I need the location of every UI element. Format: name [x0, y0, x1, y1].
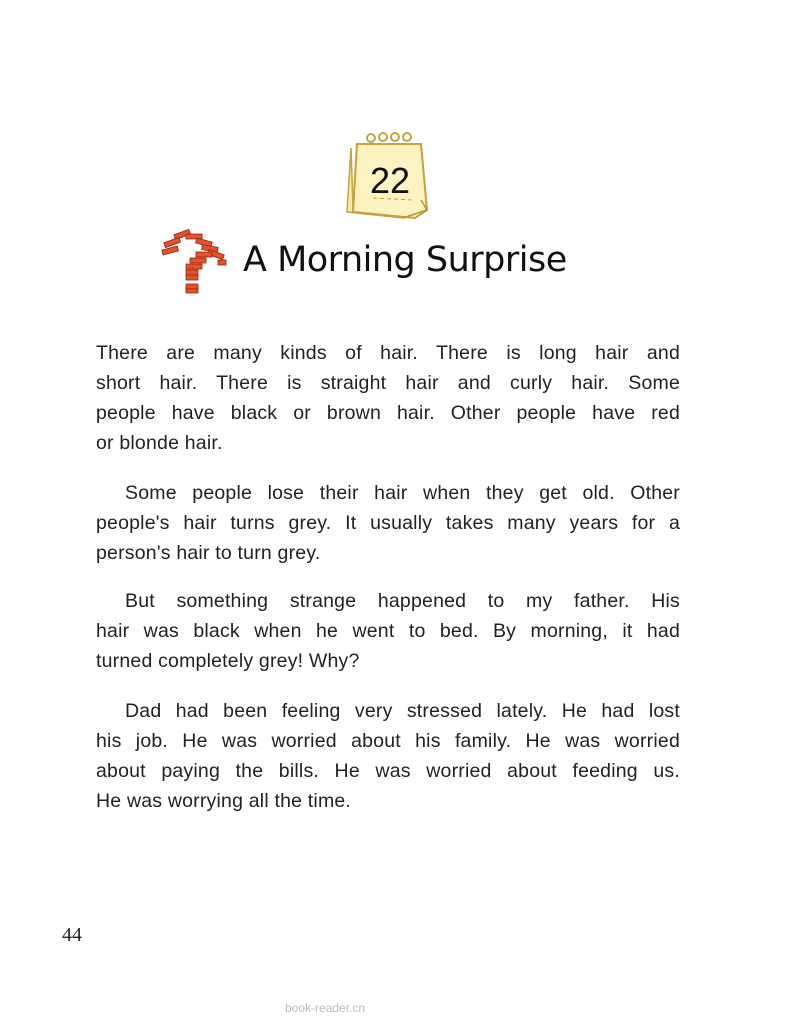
chapter-title: A Morning Surprise — [243, 240, 567, 280]
text-line: He was worrying all the time. — [96, 790, 352, 812]
text-line: people's hair turns grey. It usually takes many years for a — [96, 512, 680, 534]
text-line: There are many kinds of hair. There is long hair and — [96, 342, 680, 364]
paragraph-3 — [96, 586, 680, 676]
paragraph-4 — [96, 696, 680, 816]
text-line: short hair. There is straight hair and curly hair. Some — [96, 372, 680, 394]
text-line: Dad had been feeling very stressed lately. He had lost — [125, 700, 680, 722]
text-line: people have black or brown hair. Other people have red — [96, 402, 680, 424]
page-number: 44 — [62, 924, 82, 946]
text-line: But something strange happened to my father. His — [125, 590, 680, 612]
paragraph-2 — [96, 478, 680, 568]
text-line: or blonde hair. — [96, 432, 223, 454]
text-line: hair was black when he went to bed. By morning, it had — [96, 620, 680, 642]
text-line: Some people lose their hair when they get old. Other — [125, 482, 680, 504]
watermark: book-reader.cn — [285, 1001, 366, 1015]
text-line: about paying the bills. He was worried about feeding us. — [96, 760, 680, 782]
text-line: his job. He was worried about his family. He was worried — [96, 730, 680, 752]
paragraph-1 — [96, 338, 680, 458]
chapter-number: 22 — [370, 160, 411, 201]
question-mark-bricks-icon — [160, 228, 232, 294]
text-line: person's hair to turn grey. — [96, 542, 321, 564]
text-line: turned completely grey! Why? — [96, 650, 360, 672]
